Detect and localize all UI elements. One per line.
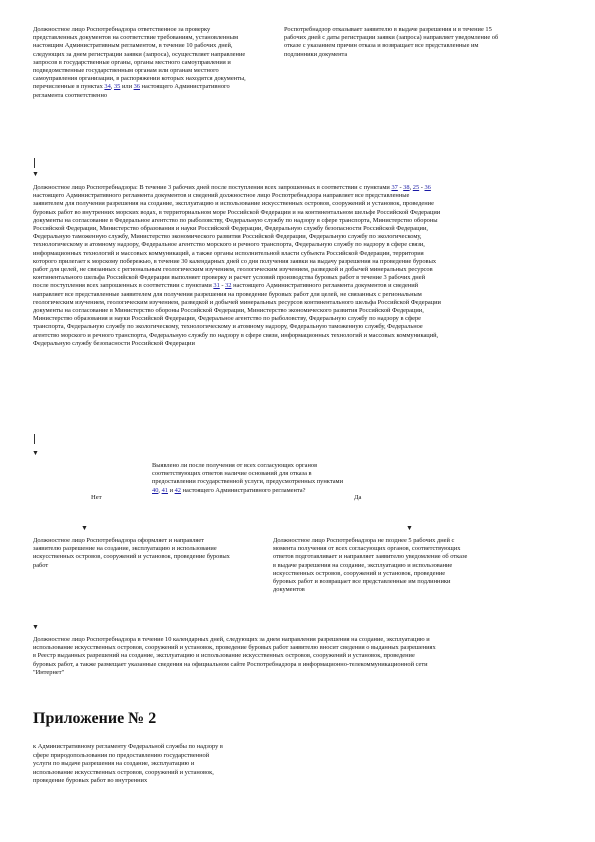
appendix-title: Приложение № 2 <box>33 710 157 727</box>
link-point-36b[interactable]: 36 <box>424 184 431 191</box>
question-text: Выявлено ли после получения от всех согласующих органов соответствующих ответов наличие оснований для отказа в предоставлении государственной услуги, предусмотренных пунктами <box>152 462 343 486</box>
separator: или <box>120 83 134 91</box>
procedure-block-issue-permit <box>33 537 233 570</box>
appendix-text <box>33 743 223 786</box>
down-arrow-icon: ▼ <box>81 524 88 532</box>
link-point-34[interactable]: 34 <box>104 83 111 91</box>
connector-line <box>34 158 35 168</box>
link-point-41[interactable]: 41 <box>161 486 168 494</box>
question-tail: настоящего Административного регламента? <box>181 486 306 494</box>
link-point-42[interactable]: 42 <box>174 486 181 494</box>
connector-line <box>34 434 35 444</box>
procedure-block-refusal-notice <box>273 537 469 594</box>
link-point-40[interactable]: 40 <box>152 486 159 494</box>
appendix-body: к Административному регламенту Федеральной службы по надзору в сфере природопользования по предоставлению государственной услуги по выдаче разрешения на создание, эксплуатацию и использование искусственных островов, сооружений и установок, проведение буровых работ во внутренних <box>33 743 223 785</box>
block-text: Должностное лицо Роспотребнадзора ответственное за проверку представленных документов на соответствие требованиям, установленным настоящим Административным регламентом, в течение 10 рабочих дней, следующих за днем регистрации заявки (запроса), осуществляет направление запросов в государственные органы, органы местного самоуправления и подведомственные государственным органам или органам местного самоуправления организации, в распоряжении которых находятся документы, перечисленные в пунктах <box>33 26 246 91</box>
link-point-38[interactable]: 38 <box>403 184 410 191</box>
block-tail: настоящего Административного регламента соответственно <box>33 83 230 99</box>
down-arrow-icon: ▼ <box>32 170 39 178</box>
link-point-32[interactable]: 32 <box>225 282 232 290</box>
link-point-36[interactable]: 36 <box>133 83 140 91</box>
block-text: Должностное лицо Роспотребнадзора не позднее 5 рабочих дней с момента получения от всех согласующих органов, соответствующих ответов подготавливает и направляет заявителю уведомление об отказе в выдаче разрешения на создание, эксплуатацию и использование искусственных островов, сооружений и установок, проведение буровых работ и возвращает все представленные им подлинники документов <box>273 537 468 594</box>
procedure-block-registry <box>33 636 437 677</box>
block-text: Должностное лицо Роспотребнадзора: В течение 3 рабочих дней после поступления всех запрошенных в соответствии с пунктами <box>33 184 392 191</box>
decision-no-label: Нет <box>91 494 102 501</box>
decision-question: Выявлено ли после получения от всех согласующих органов соответствующих ответов наличие оснований для отказа в предоставлении государственной услуги, предусмотренных пунктами 40, 41 и 42 настоящего Административного регламента? <box>152 462 343 494</box>
separator: , <box>110 83 114 91</box>
down-arrow-icon: ▼ <box>406 524 413 532</box>
procedure-block-requests <box>33 26 251 100</box>
block-text: Должностное лицо Роспотребнадзора в течение 10 календарных дней, следующих за днем направления разрешения на создание, эксплуатацию и использование искусственных островов, сооружений и установок, проведение буровых работ заявителю вносит сведения о выданных разрешениях в Реестр выданных разрешений на создание, эксплуатацию и использование искусственных островов, сооружений и установок, проведение буровых работ, а также размещает указанные сведения на официальном сайте Роспотребнадзора в информационно-телекоммуникационной сети "Интернет" <box>33 636 436 676</box>
procedure-block-refusal <box>284 26 504 59</box>
link-point-25[interactable]: 25 <box>412 184 420 191</box>
down-arrow-icon: ▼ <box>32 449 39 457</box>
block-text: настоящего Административного регламента документов и сведений должностное лицо Роспотребнадзора направляет все представленные заявителем для получения разрешения на создание, эксплуатацию и использование искусственных островов, сооружений и установок, проведение буровых работ во внутренних морских водах, в территориальном море Российской Федерации и на континентальном шельфе Российской Федерации документы на согласование в Федеральное агентство по рыболовству, Федеральную службу по надзору в сфере транспорта, Министерство обороны Российской Федерации, Министерство образования и науки Российской Федерации, Федеральную службу безопасности Российской Федерации, Федеральную таможенную службу, Министерство экономического развития Российской Федерации, Федеральную службу по экологическому, технологическому и атомному надзору, Федеральное агентство морского и речного транспорта, Федеральную службу по надзору в сфере связи, информационных технологий и массовых коммуникаций, а также органы исполнительной власти субъекта Российской Федерации, территория которого прилегает к морскому побережью, в течение 30 календарных дней со дня получения заявки на выдачу разрешения на проведение буровых работ для целей, не связанных с региональным геологическим изучением, геологическим изучением, разведкой и добычей минеральных ресурсов континентального шельфа Российской Федерации выполняет проверку и расчет условий производства буровых работ в течение 3 рабочих дней после поступления всех запрошенных в соответствии с пунктами <box>33 192 441 290</box>
link-point-35[interactable]: 35 <box>113 83 121 91</box>
link-point-31[interactable]: 31 <box>213 282 220 290</box>
procedure-block-approval: Должностное лицо Роспотребнадзора: В течение 3 рабочих дней после поступления всех запрошенных в соответствии с пунктами 37 - 38, 25 - 36 настоящего Административного регламента документов и сведений должностное лицо Роспотребнадзора направляет все представленные заявителем для получения разрешения на создание, эксплуатацию и использование искусственных островов, сооружений и установок, проведение буровых работ во внутренних морских водах, в территориальном море Российской Федерации и на континентальном шельфе Российской Федерации документы на согласование в Федеральное агентство по рыболовству, Федеральную службу по надзору в сфере транспорта, Министерство обороны Российской Федерации, Министерство образования и науки Российской Федерации, Федеральную службу безопасности Российской Федерации, Федеральную таможенную службу, Министерство экономического развития Российской Федерации, Федеральную службу по экологическому, технологическому и атомному надзору, Федеральное агентство морского и речного транспорта, Федеральную службу по надзору в сфере связи, информационных технологий и массовых коммуникаций, а также органы исполнительной власти субъекта Российской Федерации, территория которого прилегает к морскому побережью, в течение 30 календарных дней со дня получения заявки на выдачу разрешения на проведение буровых работ для целей, не связанных с региональным геологическим изучением, геологическим изучением, разведкой и добычей минеральных ресурсов континентального шельфа Российской Федерации выполняет проверку и расчет условий производства буровых работ в течение 3 рабочих дней после поступления всех запрошенных в соответствии с пунктами 31 - 32 настоящего Административного регламента документов и сведений направляет все представленные заявителем для получения разрешения на проведение буровых работ для целей, не связанных с региональным геологическим изучением, геологическим изучением, разведкой и добычей минеральных ресурсов континентального шельфа Российской Федерации документы на согласование в Министерство обороны Российской Федерации, Министерство экономического развития Российской Федерации, Министерство образования и науки Российской Федерации, Федеральное агентство по рыболовству, Федеральную службу по надзору в сфере транспорта, Федеральную службу по экологическому, технологическому и атомному надзору, Федеральную таможенную службу, Федеральное агентство морского и речного транспорта, Федеральную службу по надзору в сфере связи, информационных технологий и массовых коммуникаций, Федеральную службу безопасности Российской Федерации <box>33 184 441 347</box>
block-text: Должностное лицо Роспотребнадзора оформляет и направляет заявителю разрешение на создание, эксплуатацию и использование искусственных островов, сооружений и установок, проведение буровых работ <box>33 537 230 569</box>
down-arrow-icon: ▼ <box>32 623 39 631</box>
block-text: настоящего Административного регламента документов и сведений направляет все представленные заявителем для получения разрешения на проведение буровых работ для целей, не связанных с региональным геологическим изучением, геологическим изучением, разведкой и добычей минеральных ресурсов континентального шельфа Российской Федерации документы на согласование в Министерство обороны Российской Федерации, Министерство экономического развития Российской Федерации, Министерство образования и науки Российской Федерации, Федеральное агентство по рыболовству, Федеральную службу по надзору в сфере транспорта, Федеральную службу по экологическому, технологическому и атомному надзору, Федеральную таможенную службу, Федеральное агентство морского и речного транспорта, Федеральную службу по надзору в сфере связи, информационных технологий и массовых коммуникаций, Федеральную службу безопасности Российской Федерации <box>33 282 441 347</box>
block-text: Роспотребнадзор отказывает заявителю в выдаче разрешения и в течение 15 рабочих дней с даты регистрации заявки (запроса) направляет уведомление об отказе с указанием причин отказа и возвращает все представленные им подлинники документа <box>284 26 499 58</box>
decision-yes-label: Да <box>354 494 362 501</box>
link-point-37[interactable]: 37 <box>391 184 398 191</box>
